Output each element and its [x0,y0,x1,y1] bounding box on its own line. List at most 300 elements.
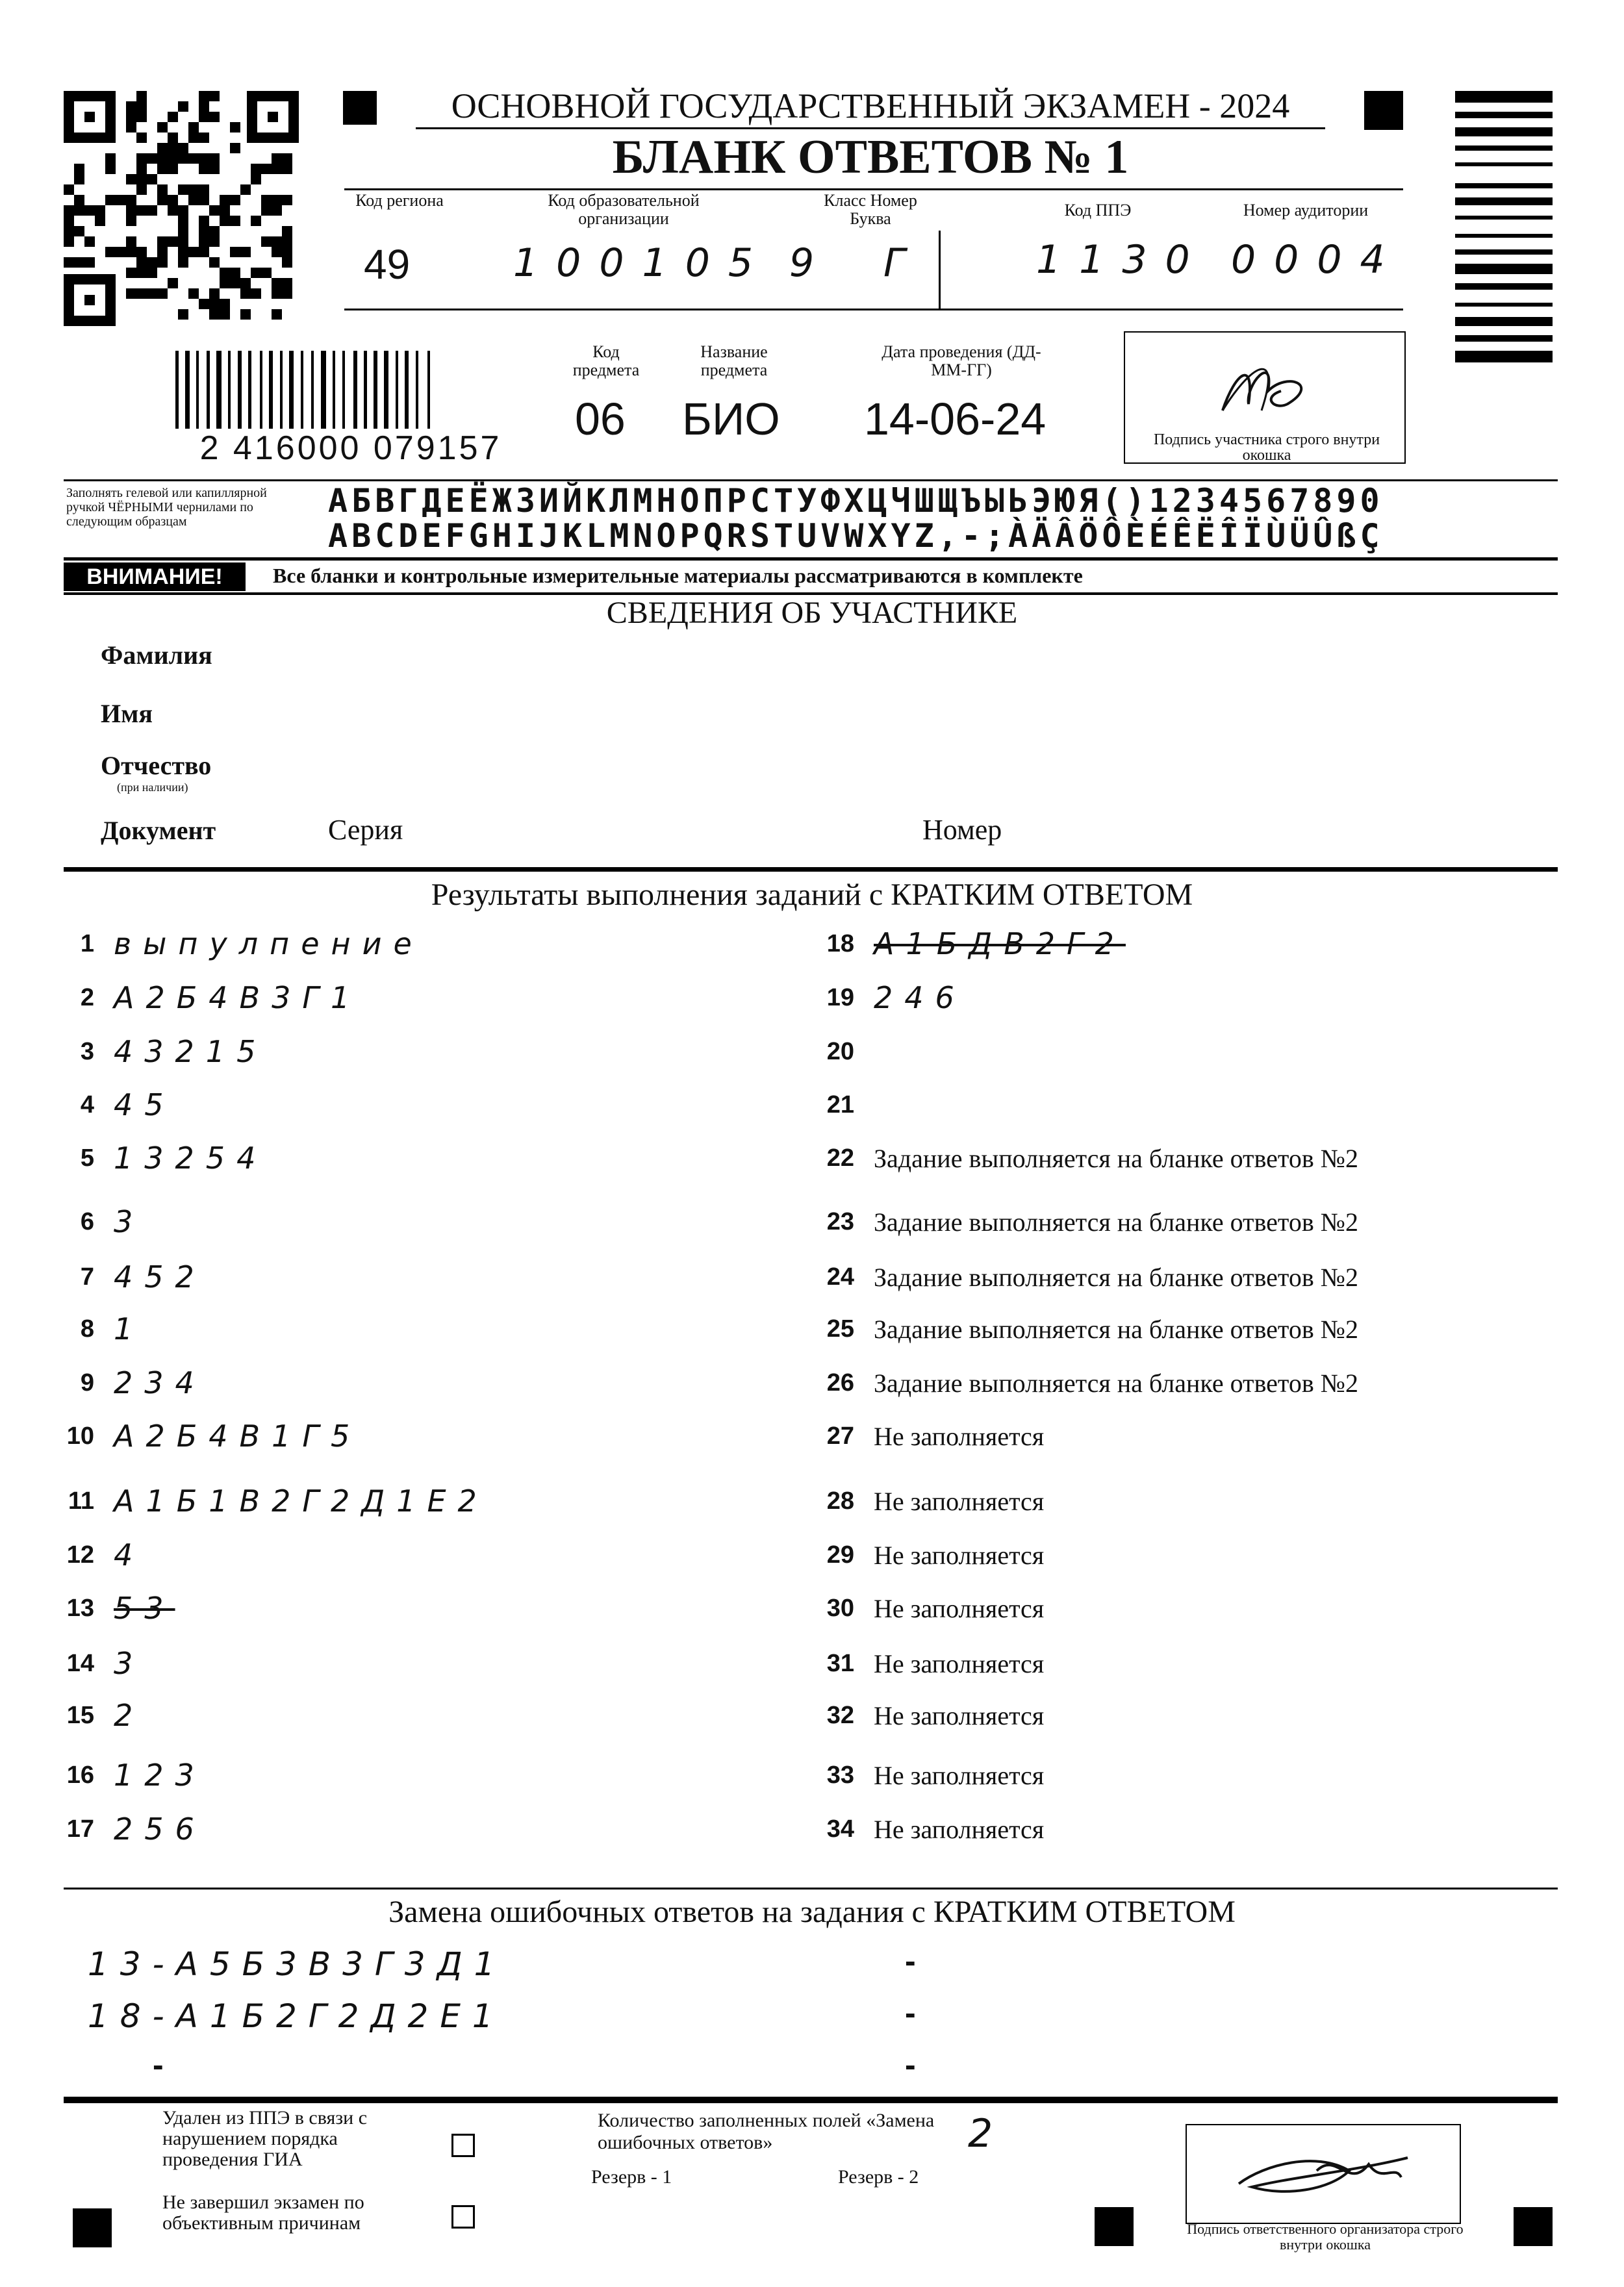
qr-module [188,288,199,299]
stripe-bar [1455,249,1553,255]
qr-module [209,299,220,309]
task-number: 13 [66,1595,94,1622]
barcode-bar [353,351,357,429]
qr-module [74,195,84,205]
qr-module [251,164,261,174]
qr-module [209,205,220,216]
qr-module [136,153,147,164]
region-value: 49 [364,241,411,288]
codes-top-rule [344,188,1403,190]
qr-module [240,247,251,257]
qr-module [126,205,136,216]
qr-module [209,91,220,101]
task-answer[interactable]: 2 [114,1698,145,1733]
qr-module [74,257,84,268]
qr-module [126,268,136,278]
qr-module [126,247,136,257]
qr-module [168,133,178,143]
subject-name-label: Название предмета [700,342,768,379]
stripe-bar [1455,335,1553,342]
qr-module [188,195,199,205]
qr-module [136,112,147,122]
task-answer[interactable]: 3 [114,1646,145,1681]
qr-module [209,153,220,164]
qr-module [95,205,105,216]
task-answer[interactable]: 246 [874,980,966,1015]
task-number: 11 [68,1487,94,1515]
task-answer[interactable]: 45 [114,1087,175,1122]
barcode-bar [311,351,314,429]
qr-module [168,278,178,288]
task-answer[interactable]: 123 [114,1758,206,1793]
qr-module [251,174,261,184]
task-number: 25 [826,1315,854,1343]
task-number: 33 [826,1762,854,1789]
qr-module [105,195,116,205]
qr-module [168,164,178,174]
qr-module [272,205,282,216]
barcode-number: 2 416000 079157 [199,429,502,467]
sample-row-cyrillic: АБВГДЕЁЖЗИЙКЛМНОПРСТУФХЦЧШЩЪЫЬЭЮЯ()1234567890 [328,482,1384,520]
qr-module [147,288,157,299]
barcode-bar [374,351,377,429]
barcode-bar [342,351,345,429]
replacement-entry-3[interactable]: - [153,2047,164,2083]
task-answer[interactable]: А2Б4В3Г1 [114,980,362,1015]
qr-module [251,268,261,278]
barcode-bar [416,351,418,429]
replacement-bottom-rule [64,2097,1558,2103]
qr-module [126,122,136,133]
qr-module [199,299,209,309]
task-number: 2 [80,984,94,1011]
qr-module [261,205,272,216]
qr-module [64,226,74,236]
stripe-bar [1455,162,1553,166]
task-answer[interactable]: 3 [114,1204,145,1239]
qr-module [136,288,147,299]
removed-checkbox[interactable] [451,2134,475,2157]
patronymic-label: Отчество [101,751,212,780]
task-answer: Не заполняется [874,1422,1045,1451]
task-number: 17 [66,1815,94,1843]
subject-code-value: 06 [575,394,626,444]
stripe-bar [1455,145,1553,151]
task-number: 8 [80,1315,94,1343]
qr-module [230,122,240,133]
qr-module [64,205,74,216]
qr-module [168,153,178,164]
qr-module [209,164,220,174]
participant-signature-caption: Подпись участника строго внутри окошка [1153,431,1380,464]
task-answer: Задание выполняется на бланке ответов №2 [874,1144,1358,1173]
qr-module [282,236,292,247]
task-number: 9 [80,1369,94,1396]
task-number: 24 [826,1263,854,1291]
qr-module [282,288,292,299]
task-answer[interactable]: А1Б1В2Г2Д1Е2 [114,1484,488,1519]
qr-module [209,236,220,247]
qr-finder-top-right [247,91,299,143]
qr-module [157,288,168,299]
qr-module [64,236,74,247]
barcode-bar [228,351,231,429]
qr-module [282,278,292,288]
qr-module [199,247,209,257]
subject-name-value: БИО [682,394,780,444]
barcode-bar [396,351,398,429]
marker-square [1364,91,1403,130]
task-number: 21 [826,1091,854,1118]
qr-module [178,153,188,164]
qr-module [282,153,292,164]
qr-module [136,257,147,268]
task-answer[interactable]: 452 [114,1259,206,1295]
qr-module [126,195,136,205]
qr-module [105,153,116,164]
replacement-entry-5[interactable]: - [905,1995,916,2031]
qr-module [136,164,147,174]
qr-module [126,236,136,247]
qr-module [209,112,220,122]
stripe-bar [1455,303,1553,307]
replacement-top-rule [64,1888,1558,1889]
barcode-bar [175,351,179,429]
task-number: 34 [826,1815,854,1843]
stripe-bar [1455,91,1553,103]
task-answer[interactable]: 1 [114,1311,145,1346]
task-number: 19 [826,984,854,1011]
barcode-bar [207,351,210,429]
qr-finder-bottom-left [64,274,116,326]
qr-module [188,122,199,133]
qr-module [209,288,220,299]
qr-module [272,164,282,174]
barcode-bar [216,351,222,429]
not-finished-label: Не завершил экзамен по объективным причинам [162,2192,364,2234]
subject-code-label: Код предмета [572,342,640,379]
qr-module [147,174,157,184]
barcode-bar [384,351,388,429]
task-number: 3 [80,1038,94,1065]
stripe-code [1455,91,1553,468]
barcode-bar [269,351,273,429]
qr-module [199,184,209,195]
qr-module [282,195,292,205]
qr-module [157,195,168,205]
task-number: 4 [80,1091,94,1118]
qr-module [199,236,209,247]
barcode [175,351,526,442]
qr-module [126,112,136,122]
stripe-bar [1455,197,1553,205]
task-answer: Не заполняется [874,1701,1045,1730]
qr-module [209,257,220,268]
qr-module [199,164,209,174]
replacement-count-value[interactable]: 2 [968,2111,1011,2156]
task-answer[interactable]: 4 [114,1537,145,1573]
qr-module [251,216,261,226]
qr-module [199,101,209,112]
qr-module [230,143,240,153]
qr-module [178,216,188,226]
task-answer: Задание выполняется на бланке ответов №2 [874,1263,1358,1292]
qr-module [147,257,157,268]
marker-square [1095,2207,1134,2246]
qr-module [230,247,240,257]
qr-module [220,268,230,278]
stripe-bar [1455,351,1553,362]
barcode-bar [427,351,430,429]
qr-module [116,247,126,257]
stripe-bar [1455,317,1553,326]
qr-module [272,153,282,164]
reserve-1: Резерв - 1 [591,2166,672,2188]
official-signature-box[interactable] [1186,2124,1461,2224]
qr-module [64,257,74,268]
qr-module [220,278,230,288]
qr-module [84,257,95,268]
patronymic-note: (при наличии) [117,781,188,794]
participant-bottom-rule [64,867,1558,872]
qr-module [126,216,136,226]
auditorium-value: 0004 [1231,237,1403,283]
qr-module [168,236,178,247]
task-number: 15 [66,1702,94,1729]
date-value: 14-06-24 [864,394,1047,444]
class-label: Класс Номер Буква [824,191,917,228]
marker-square [1514,2207,1553,2246]
qr-module [178,309,188,320]
title-underline [416,127,1325,129]
stripe-bar [1455,216,1553,220]
replacement-entry-1[interactable]: 13-А5Б3В3Г3Д1 [88,1945,507,1983]
qr-module [64,216,74,226]
replacement-entry-6[interactable]: - [905,2047,916,2083]
task-answer: Не заполняется [874,1594,1045,1623]
qr-module [168,205,178,216]
qr-module [240,309,251,320]
qr-module [220,299,230,309]
qr-module [157,153,168,164]
warning-text: Все бланки и контрольные измерительные материалы рассматриваются в комплекте [273,564,1083,587]
task-answer[interactable]: 43215 [114,1034,268,1069]
task-number: 27 [826,1422,854,1450]
qr-module [116,195,126,205]
task-answer[interactable]: 13254 [114,1141,268,1176]
task-number: 6 [80,1208,94,1235]
qr-module [147,205,157,216]
replacement-entry-4[interactable]: - [905,1943,916,1979]
barcode-bar [248,351,251,429]
form-title: БЛАНК ОТВЕТОВ № 1 [612,131,1129,184]
qr-module [261,195,272,205]
task-number: 23 [826,1208,854,1235]
qr-module [188,247,199,257]
qr-module [272,236,282,247]
qr-module [136,268,147,278]
replacement-entry-2[interactable]: 18-А1Б2Г2Д2Е1 [88,1997,505,2035]
qr-module [157,236,168,247]
codes-bottom-rule [344,309,1403,310]
region-label: Код региона [355,191,444,210]
qr-module [157,143,168,153]
qr-module [282,257,292,268]
ppe-label: Код ППЭ [1064,201,1132,220]
qr-module [126,101,136,112]
qr-module [199,91,209,101]
sample-bottom-rule [64,557,1558,561]
date-label: Дата проведения (ДД-ММ-ГГ) [882,342,1041,379]
task-answer[interactable]: выпулпение [114,926,424,961]
task-number: 12 [66,1541,94,1569]
task-answer[interactable]: 256 [114,1812,206,1847]
task-answer[interactable]: А1БДВ2Г2 [874,926,1126,961]
task-answer[interactable]: 53 [114,1591,175,1626]
sample-top-rule [64,479,1558,481]
qr-module [230,278,240,288]
sample-instruction: Заполнять гелевой или капиллярной ручкой ЧЁРНЫМИ чернилами по следующим образцам [66,486,267,529]
qr-module [282,226,292,236]
qr-module [178,257,188,268]
qr-module [240,278,251,288]
task-answer[interactable]: А2Б4В1Г5 [114,1419,362,1454]
qr-finder-top-left [64,91,116,143]
qr-module [168,143,178,153]
qr-module [272,247,282,257]
qr-module [199,226,209,236]
qr-module [84,205,95,216]
stripe-bar [1455,234,1553,238]
qr-module [230,216,240,226]
qr-module [136,184,147,195]
qr-module [178,143,188,153]
qr-module [188,184,199,195]
qr-module [282,164,292,174]
qr-module [126,288,136,299]
task-answer: Не заполняется [874,1761,1045,1790]
results-section-title: Результаты выполнения заданий с КРАТКИМ ОТВЕТОМ [431,878,1193,912]
task-number: 31 [826,1650,854,1677]
qr-module [199,153,209,164]
qr-module [74,226,84,236]
qr-module [74,205,84,216]
stripe-bar [1455,127,1553,136]
task-number: 10 [66,1422,94,1450]
qr-module [147,268,157,278]
qr-module [272,288,282,299]
qr-module [136,174,147,184]
barcode-bar [405,351,409,429]
task-number: 5 [80,1144,94,1172]
number-label: Номер [922,814,1002,846]
qr-module [178,101,188,112]
removed-label: Удален из ППЭ в связи с нарушением порядка проведения ГИА [162,2107,368,2170]
task-number: 20 [826,1038,854,1065]
qr-module [220,205,230,216]
not-finished-checkbox[interactable] [451,2205,475,2229]
qr-module [136,133,147,143]
name-label: Имя [101,699,153,728]
task-number: 28 [826,1487,854,1515]
qr-module [178,184,188,195]
stripe-bar [1455,183,1553,188]
task-number: 7 [80,1263,94,1291]
org-label: Код образовательной организации [548,191,700,228]
qr-module [220,216,230,226]
replacement-count-label: Количество заполненных полей «Замена ошибочных ответов» [598,2110,935,2153]
official-signature-caption: Подпись ответственного организатора строго внутри окошка [1187,2221,1464,2253]
org-value: 100105 [513,240,772,286]
qr-module [178,236,188,247]
qr-module [251,288,261,299]
barcode-bar [196,351,199,429]
task-answer: Не заполняется [874,1649,1045,1678]
stripe-bar [1455,283,1553,290]
qr-module [168,112,178,122]
series-label: Серия [328,814,403,846]
qr-module [199,112,209,122]
surname-label: Фамилия [101,640,212,670]
stripe-bar [1455,112,1553,118]
qr-module [272,278,282,288]
ppe-value: 1130 [1036,237,1208,283]
qr-module [272,195,282,205]
qr-module [220,195,230,205]
qr-module [199,216,209,226]
barcode-bar [238,351,242,429]
task-number: 1 [80,930,94,957]
qr-module [188,153,199,164]
barcode-bar [185,351,190,429]
qr-module [157,247,168,257]
barcode-bar [333,351,335,429]
qr-module [240,288,251,299]
qr-module [157,164,168,174]
task-answer: Задание выполняется на бланке ответов №2 [874,1315,1358,1344]
qr-module [157,184,168,195]
qr-module [230,195,240,205]
warning-badge: ВНИМАНИЕ! [64,562,246,591]
task-number: 26 [826,1369,854,1396]
class-letter-value: Г [883,240,924,286]
barcode-bar [321,351,326,429]
exam-title: ОСНОВНОЙ ГОСУДАРСТВЕННЫЙ ЭКЗАМЕН - 2024 [451,86,1290,125]
barcode-bar [364,351,367,429]
task-answer: Задание выполняется на бланке ответов №2 [874,1207,1358,1237]
qr-module [178,247,188,257]
reserve-2: Резерв - 2 [838,2166,919,2188]
qr-module [261,268,272,278]
qr-module [178,205,188,216]
class-divider [939,231,941,309]
qr-module [74,174,84,184]
document-label: Документ [101,816,216,845]
task-answer[interactable]: 234 [114,1365,206,1400]
task-number: 16 [66,1762,94,1789]
participant-section-title: СВЕДЕНИЯ ОБ УЧАСТНИКЕ [606,596,1018,630]
qr-module [126,174,136,184]
barcode-bar [280,351,283,429]
qr-module [272,309,282,320]
qr-module [74,164,84,174]
auditorium-label: Номер аудитории [1243,201,1369,220]
official-signature [1187,2125,1460,2223]
qr-module [220,309,230,320]
task-answer: Не заполняется [874,1487,1045,1516]
barcode-bar [260,351,262,429]
qr-module [136,101,147,112]
